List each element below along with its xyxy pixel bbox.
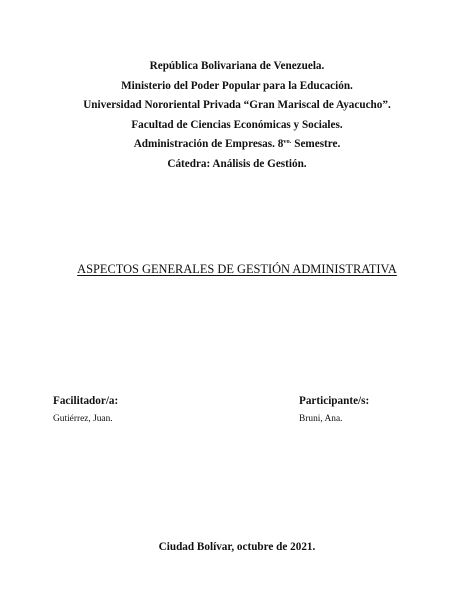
header-line-country: República Bolivariana de Venezuela.: [149, 60, 325, 72]
header-line-faculty: Facultad de Ciencias Económicas y Sociales.: [131, 118, 343, 131]
facilitador-name: Gutiérrez, Juan.: [53, 414, 113, 424]
header-line-university: Universidad Nororiental Privada “Gran Mariscal de Ayacucho”.: [83, 99, 391, 111]
header-line-semester: [0, 135, 474, 155]
participante-name: Bruni, Ana.: [299, 414, 343, 424]
participante-label: Participante/s:: [299, 395, 370, 407]
institution-header: [0, 57, 474, 174]
place-date-footer: Ciudad Bolívar, octubre de 2021.: [158, 541, 316, 553]
document-title: ASPECTOS GENERALES DE GESTIÓN ADMINISTRATIVA: [77, 262, 397, 276]
facilitador-label: Facilitador/a:: [53, 395, 119, 407]
header-line-ministry: Ministerio del Poder Popular para la Educación.: [121, 79, 353, 92]
header-line-catedra: Cátedra: Análisis de Gestión.: [167, 157, 307, 170]
semester-superscript: vo.: [283, 138, 292, 145]
semester-prefix: Administración de Empresas. 8: [133, 138, 284, 150]
semester-suffix: Semestre.: [291, 138, 341, 150]
